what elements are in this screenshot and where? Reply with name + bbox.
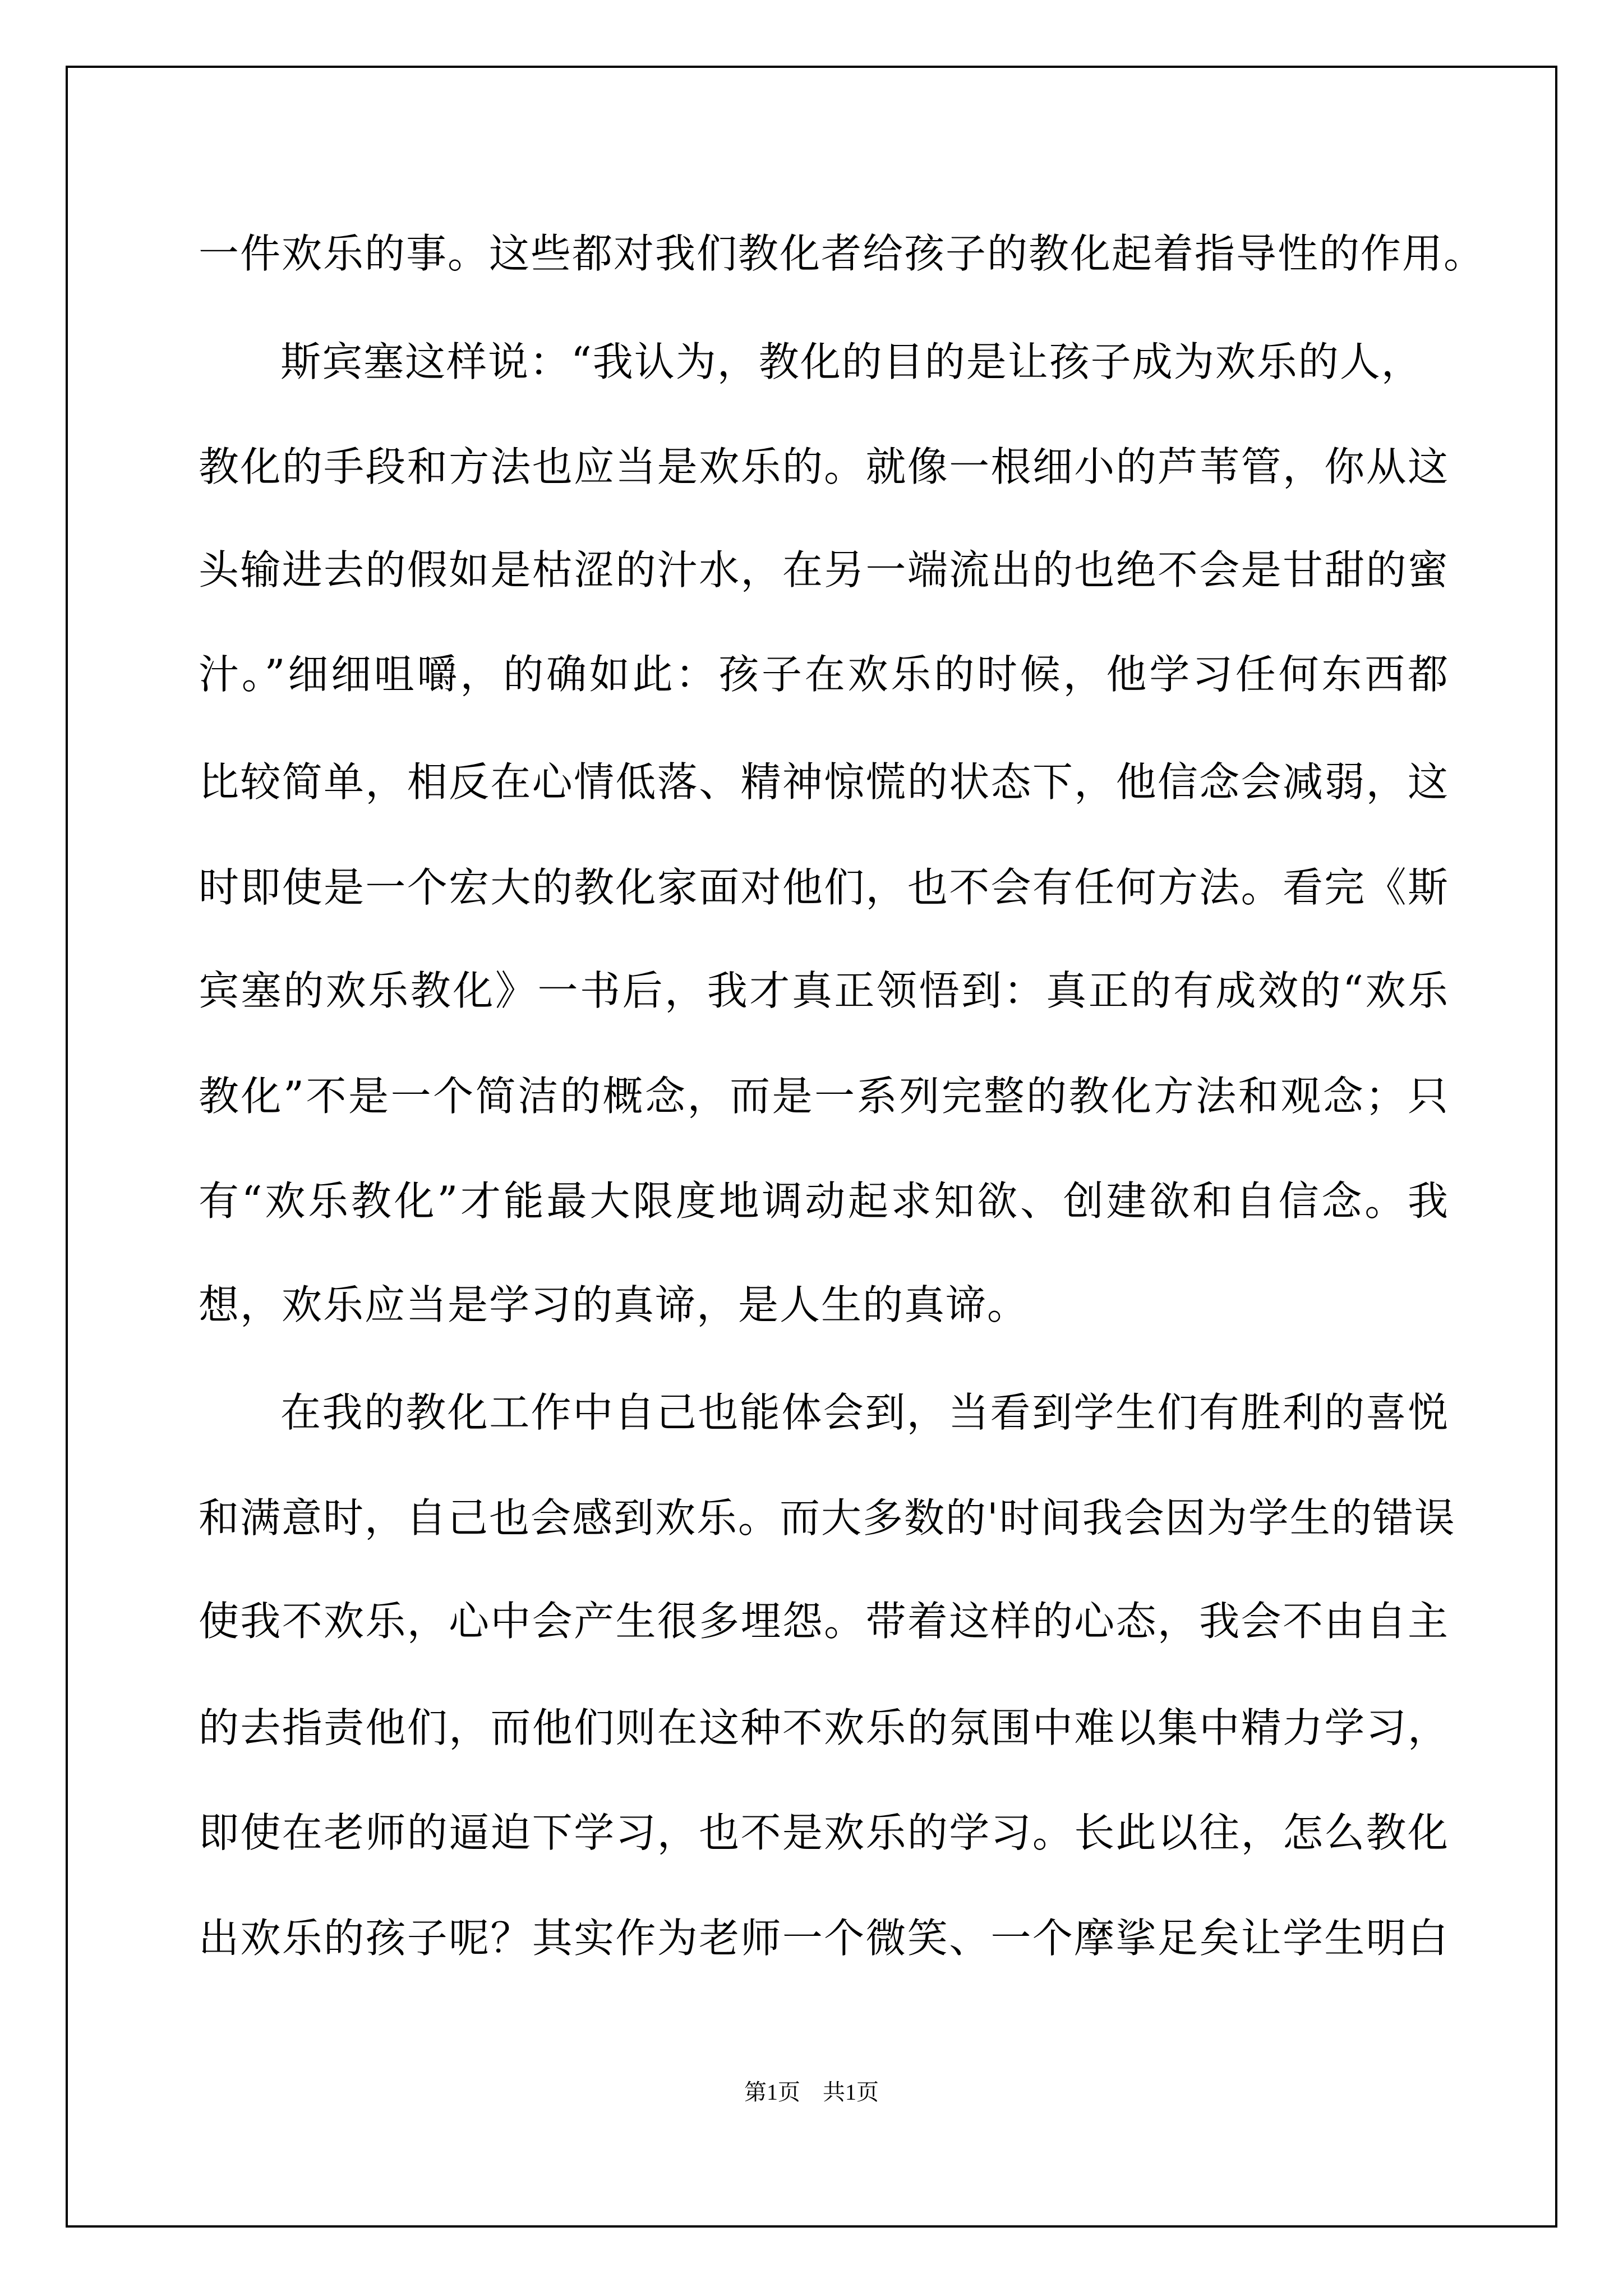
page-number-footer: 第1页 共1页 — [744, 2079, 879, 2105]
text-line: 汁。”细细咀嚼，的确如此：孩子在欢乐的时候，他学习任何东西都 — [199, 651, 1449, 698]
text-line: 一件欢乐的事。这些都对我们教化者给孩子的教化起着指导性的作用。 — [199, 230, 1486, 277]
text-line: 宾塞的欢乐教化》一书后，我才真正领悟到：真正的有成效的“欢乐 — [199, 967, 1449, 1014]
text-line: 比较简单，相反在心情低落、精神惊慌的状态下，他信念会减弱，这 — [199, 758, 1449, 806]
paragraph-first-line: 在我的教化工作中自己也能体会到，当看到学生们有胜利的喜悦 — [280, 1389, 1449, 1436]
text-line: 想，欢乐应当是学习的真谛，是人生的真谛。 — [199, 1281, 1029, 1328]
text-line: 头输进去的假如是枯涩的汁水，在另一端流出的也绝不会是甘甜的蜜 — [199, 546, 1449, 593]
paragraph-first-line: 斯宾塞这样说：“我认为，教化的目的是让孩子成为欢乐的人， — [280, 338, 1423, 385]
text-line: 的去指责他们，而他们则在这种不欢乐的氛围中难以集中精力学习， — [199, 1704, 1449, 1751]
text-line: 出欢乐的孩子呢？其实作为老师一个微笑、一个摩挲足矣让学生明白 — [199, 1915, 1449, 1962]
text-line: 即使在老师的逼迫下学习，也不是欢乐的学习。长此以往，怎么教化 — [199, 1809, 1449, 1856]
text-line: 教化的手段和方法也应当是欢乐的。就像一根细小的芦苇管，你从这 — [199, 443, 1449, 490]
text-line: 教化”不是一个简洁的概念，而是一系列完整的教化方法和观念；只 — [199, 1073, 1449, 1120]
text-line: 使我不欢乐，心中会产生很多埋怨。带着这样的心态，我会不由自主 — [199, 1598, 1449, 1645]
text-line: 和满意时，自己也会感到欢乐。而大多数的'时间我会因为学生的错误 — [199, 1494, 1456, 1542]
text-line: 时即使是一个宏大的教化家面对他们，也不会有任何方法。看完《斯 — [199, 864, 1449, 911]
text-line: 有“欢乐教化”才能最大限度地调动起求知欲、创建欲和自信念。我 — [199, 1177, 1449, 1225]
